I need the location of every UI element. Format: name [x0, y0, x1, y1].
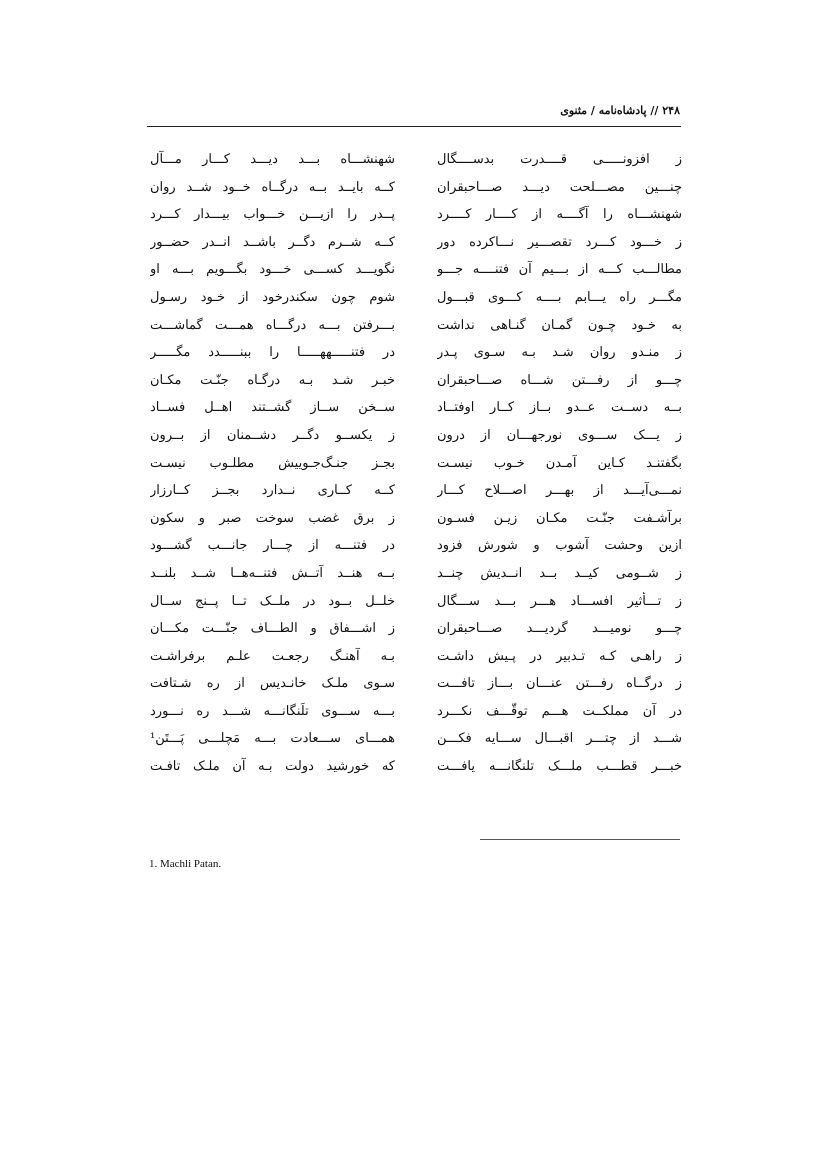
hemistich-right: ز راهـی کـه تـدبیر در پـیش داشـت: [437, 648, 682, 664]
hemistich-left: خلــل بــود در ملــک تــا پــنج ســال: [150, 593, 395, 609]
hemistich-right: مگـــر راه یـــابم بــــه کـــوی قبـــول: [437, 289, 682, 305]
couplet: [150, 316, 682, 344]
couplet: [150, 757, 682, 785]
couplet: [150, 288, 682, 316]
hemistich-right: ز درگــاه رفـــتن عنـــان بـــاز تافـــت: [437, 676, 682, 692]
hemistich-right: شـــد از چتـــر اقبـــال ســـایه فکـــن: [437, 731, 682, 747]
hemistich-left: ز اشـــفاق و الطـــاف جنّـــت مکـــان: [150, 621, 395, 637]
hemistich-left: پــدر را ازیـــن خـــواب بیـــدار کـــرد: [150, 207, 395, 223]
hemistich-right: به خـود چـون گمـان گنـاهی نداشت: [437, 317, 682, 333]
couplet: [150, 205, 682, 233]
hemistich-right: در آن مملکــت هـــم توقّـــف نکـــرد: [437, 703, 682, 719]
hemistich-right: چـــو نومیـــد گردیـــد صـــاحبقران: [437, 621, 682, 637]
hemistich-left: شوم چون سکندرخود از خـود رسـول: [150, 289, 395, 305]
hemistich-left: خبـر شـد بـه درگـاه جنّـت مکـان: [150, 372, 395, 388]
hemistich-left: همـــای ســـعادت بـــه مَچلـــی پَـــتَن¹: [150, 731, 395, 747]
couplet: [150, 702, 682, 730]
hemistich-right: نمـــی‌آیـــد از بهـــر اصـــلاح کـــار: [437, 483, 682, 499]
hemistich-left: بـه آهنـگ رجعـت علـم برفراشـت: [150, 648, 395, 664]
hemistich-right: بــه دســت عــدو بــاز کــار اوفتــاد: [437, 400, 682, 416]
hemistich-right: ز شــومی کیــد بــد انــدیش چنــد: [437, 565, 682, 581]
couplet: [150, 260, 682, 288]
hemistich-left: بـــرفتن بـــه درگـــاه همـــت گماشـــت: [150, 317, 395, 333]
hemistich-right: ز یـــک ســـوی نورجهـــان از درون: [437, 427, 682, 443]
hemistich-right: ازین وحشت آشوب و شورش فزود: [437, 538, 682, 554]
hemistich-right: ز تـــأثیر افســـاد هـــر بـــد ســـگال: [437, 593, 682, 609]
hemistich-right: شهنشـــاه را آگــــه از کــــار کــــرد: [437, 207, 682, 223]
hemistich-left: بـــه ســـوی تلَنگانـــه شـــد ره نـــورد: [150, 703, 395, 719]
hemistich-left: در فتنـــــههـــــا را ببنـــــدد مگـــــر: [150, 345, 395, 361]
couplet: [150, 481, 682, 509]
couplet: [150, 371, 682, 399]
hemistich-left: در فتنـــه از چـــار جانـــب گشـــود: [150, 538, 395, 554]
hemistich-left: کــه بایــد بــه درگــاه خــود شــد روان: [150, 179, 395, 195]
couplet: [150, 536, 682, 564]
couplet: [150, 150, 682, 178]
couplet: [150, 454, 682, 482]
hemistich-left: نگویـــد کســـی خـــود بگـــویم بـــه او: [150, 262, 395, 278]
header-divider: [147, 126, 681, 127]
hemistich-left: شهنشـــاه بـــد دیـــد کـــار مـــآل: [150, 152, 395, 167]
hemistich-left: کــه شــرم دگــر باشــد انــدر حضــور: [150, 234, 395, 250]
couplet: [150, 729, 682, 757]
couplet: [150, 343, 682, 371]
couplet: [150, 592, 682, 620]
couplet: [150, 509, 682, 537]
poem-body: [150, 150, 682, 785]
hemistich-right: ز افزونـــــی قــــدرت بدســــگال: [437, 152, 682, 167]
couplet: [150, 674, 682, 702]
couplet: [150, 233, 682, 261]
hemistich-left: ز یکســو دگــر دشــمنان از بــرون: [150, 427, 395, 443]
running-header: ۲۴۸ // پادشاه‌نامه / مثنوی: [560, 104, 680, 117]
couplet: [150, 647, 682, 675]
hemistich-left: کــه کــاری نــدارد بجــز کــارزار: [150, 483, 395, 499]
couplet: [150, 178, 682, 206]
hemistich-right: چنـــین مصـــلحت دیـــد صـــاحبقران: [437, 179, 682, 195]
couplet: [150, 426, 682, 454]
hemistich-left: سـوی ملـک خانـدیس از ره شـتافت: [150, 676, 395, 692]
couplet: [150, 619, 682, 647]
hemistich-right: برآشـفت جنّـت مکـان زیـن فسـون: [437, 510, 682, 526]
footnote-divider: [480, 839, 680, 840]
hemistich-left: بــه هنــد آتــش فتنــه‌هــا شــد بلنــد: [150, 565, 395, 581]
hemistich-right: ز خـــود کـــرد تقصـــیر نـــاکرده دور: [437, 234, 682, 250]
hemistich-left: ســخن ســاز گشــتند اهــل فســاد: [150, 400, 395, 416]
hemistich-right: بگفتنـد کـاین آمـدن خـوب نیسـت: [437, 455, 682, 471]
couplet: [150, 564, 682, 592]
hemistich-right: مطالـــب کـــه از بـــیم آن فتنــــه جـــو: [437, 262, 682, 278]
hemistich-left: بجـز جنـگ‌جـوییش مطلـوب نیسـت: [150, 455, 395, 471]
hemistich-right: ز منـدو روان شـد بـه سـوی پـدر: [437, 345, 682, 361]
hemistich-right: خبـــر قطـــب ملـــک تلنگانـــه یافـــت: [437, 759, 682, 775]
footnote: 1. Machli Patan.: [149, 858, 222, 870]
hemistich-right: چـــو از رفـــتن شـــاه صـــاحبقران: [437, 372, 682, 388]
couplet: [150, 398, 682, 426]
hemistich-left: که خورشید دولت بـه آن ملـک تافـت: [150, 759, 395, 775]
hemistich-left: ز برق غضب سوخت صبر و سکون: [150, 510, 395, 526]
